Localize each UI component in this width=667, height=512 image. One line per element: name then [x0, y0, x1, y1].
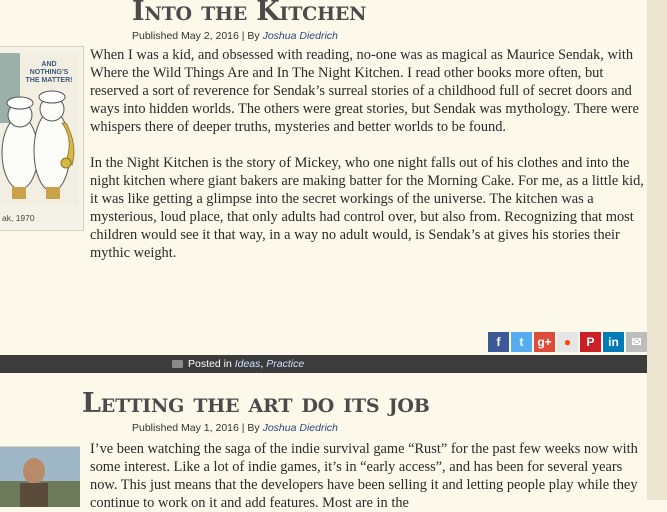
post-body [0, 46, 647, 286]
pinterest-icon[interactable]: P [580, 332, 601, 352]
google-plus-icon[interactable]: g+ [534, 332, 555, 352]
share-buttons [488, 332, 647, 352]
image-caption: ak, 1970 [2, 213, 35, 223]
post-body [90, 440, 638, 511]
category-separator: , [260, 358, 264, 370]
posted-in-label: Posted in [188, 358, 232, 370]
game-screenshot-image [0, 447, 80, 507]
reddit-icon[interactable]: ● [557, 332, 578, 352]
category-link-ideas[interactable]: Ideas [234, 358, 261, 370]
category-link-practice[interactable]: Practice [266, 358, 305, 370]
post-date: May 1, 2016 [181, 422, 239, 434]
published-label: Published [132, 422, 179, 434]
post-paragraph: When I was a kid, and obsessed with reading, no-one was as magical as Maurice Sendak, with Where the Wild Things Are and In The Night Kitchen. I read other books more often, but reserved a sort of reverence for Sendak’s surreal stories of a childhood full of secret doors and ways into hidden worlds. The others were great stories, but Sendak was mythology. There were whispers there of deeper truths, mysteries and better worlds to be found. [90, 47, 639, 135]
post-footer [0, 355, 647, 373]
by-label: | By [241, 30, 260, 42]
linkedin-icon[interactable]: in [603, 332, 624, 352]
game-screenshot-figure[interactable] [0, 446, 80, 506]
twitter-icon[interactable]: t [511, 332, 532, 352]
book-cover-text: AND NOTHING'S THE MATTER! [25, 61, 73, 84]
by-label: | By [241, 422, 260, 434]
post-paragraph: In the Night Kitchen is the story of Mickey, who one night falls out of his clothes and into the night kitchen where giant bakers are making batter for the Morning Cake. For me, as a little kid, it was like getting a glimpse into the secret workings of the universe. The kitchen was a mysterious, loud place, that only adults had control over, but also from. Recognizing that most children would see it that way, in a way no adult would, is Sendak’s at gives his stories their mythic weight. [90, 155, 644, 261]
author-link[interactable]: Joshua Diedrich [262, 422, 338, 434]
author-link[interactable]: Joshua Diedrich [262, 30, 338, 42]
post-meta [132, 422, 338, 434]
facebook-icon[interactable]: f [488, 332, 509, 352]
post-date: May 2, 2016 [181, 30, 239, 42]
post-meta [132, 30, 338, 42]
folder-icon [172, 360, 183, 368]
email-icon[interactable]: ✉ [626, 332, 647, 352]
published-label: Published [132, 30, 179, 42]
post-title[interactable]: Into the Kitchen [132, 0, 367, 27]
post-paragraph: I’ve been watching the saga of the indie survival game “Rust” for the past few weeks now with some interest. Like a lot of indie games, it’s in “early access”, and has been for several years now. This just means that the developers have been selling it and letting people play while they continue to work on it and add features. Most are in the [90, 441, 638, 511]
scrollbar-track[interactable] [647, 0, 667, 500]
post-title[interactable]: Letting the art do its job [82, 388, 430, 419]
